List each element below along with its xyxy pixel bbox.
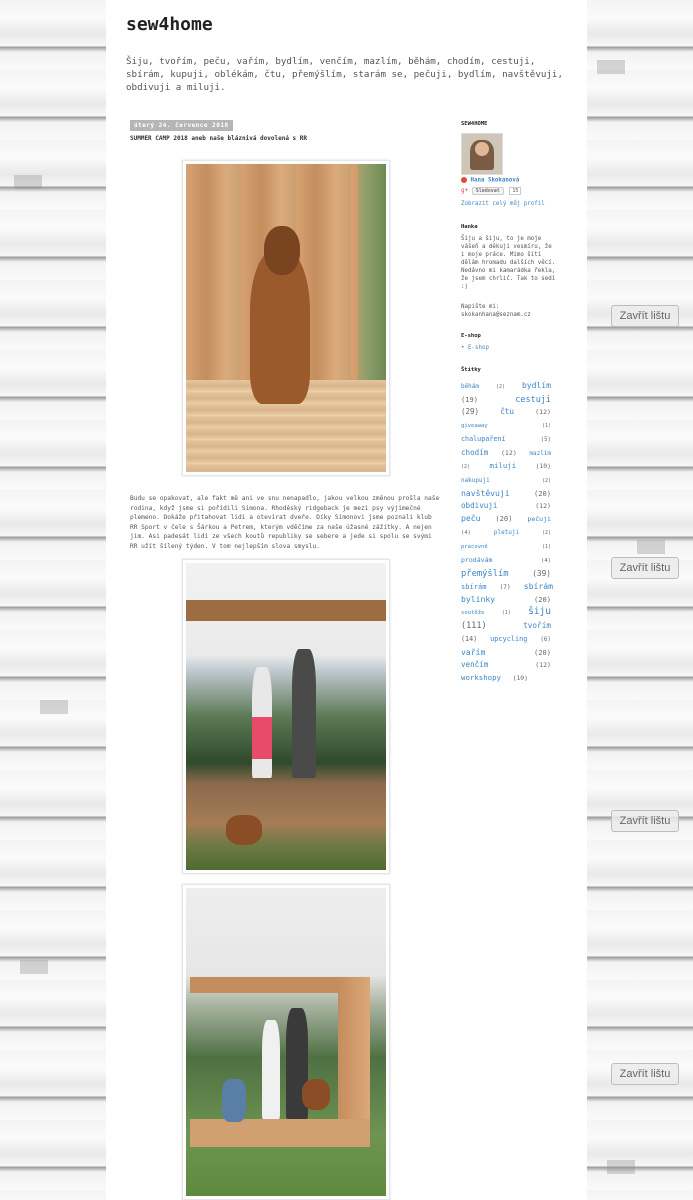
- bullet-icon: •: [461, 345, 465, 351]
- label-count: (20): [533, 595, 551, 604]
- label-link[interactable]: vařím: [461, 647, 486, 657]
- label-link[interactable]: pečuji: [527, 515, 551, 523]
- label-count: (12): [500, 449, 517, 457]
- post-date: úterý 24. července 2018: [130, 120, 233, 131]
- contact-text: Napište mi: skokanhana@seznam.cz: [461, 304, 531, 318]
- knot-decoration: [20, 960, 48, 974]
- google-plus-icon: [461, 177, 467, 183]
- label-count: (14): [461, 635, 478, 643]
- knot-decoration: [40, 700, 68, 714]
- avatar-face-shape: [475, 142, 489, 156]
- close-bar-button[interactable]: Zavřít lištu: [611, 557, 679, 579]
- eshop-heading: E-shop: [461, 333, 481, 339]
- gplus-follow-icon: g+: [461, 187, 469, 194]
- label-count: (20): [533, 489, 551, 498]
- blog-description: Šiju, tvořím, peču, vařím, bydlím, venčím, mazlím, běhám, chodím, cestuji, sbírám, kupuji, oblékám, čtu, přemýšlím, starám se, pečuji, bydlím, navštěvuji, obdivuji a miluji.: [126, 56, 563, 93]
- label-count: (12): [535, 661, 551, 669]
- label-count: (2): [461, 464, 471, 470]
- label-count: (1): [501, 610, 511, 616]
- close-bar-button[interactable]: Zavřít lištu: [611, 810, 679, 832]
- wooden-beam-shape: [186, 600, 386, 621]
- label-count: (29): [461, 407, 479, 416]
- dog-head-shape: [264, 226, 300, 275]
- label-link[interactable]: venčím: [461, 660, 489, 669]
- label-link[interactable]: navštěvuji: [461, 488, 510, 498]
- label-link[interactable]: pracovně: [461, 544, 488, 550]
- label-count: (2): [541, 530, 551, 536]
- eshop-list: [461, 345, 556, 351]
- skirt-shape: [252, 717, 272, 760]
- label-count: (2): [541, 478, 551, 484]
- dog-shape: [302, 1079, 330, 1110]
- label-link[interactable]: přemýšlím: [461, 569, 509, 579]
- label-count: (12): [535, 408, 551, 416]
- label-link[interactable]: šiju: [528, 606, 551, 617]
- label-count: (4): [461, 530, 471, 536]
- label-link[interactable]: soutěže: [461, 610, 485, 616]
- close-bar-button[interactable]: Zavřít lištu: [611, 305, 679, 327]
- label-link[interactable]: čtu: [500, 407, 514, 416]
- profile-heading: SEW4HOME: [461, 121, 488, 127]
- label-count: (7): [499, 584, 511, 591]
- profile-avatar[interactable]: [461, 133, 503, 175]
- label-link[interactable]: prodávám: [461, 556, 493, 564]
- label-link[interactable]: běhám: [461, 383, 479, 390]
- blog-main-column: [106, 0, 587, 1200]
- labels-cloud: [461, 378, 553, 683]
- frame-floor-shape: [190, 1119, 370, 1147]
- wood-background-right: [587, 0, 693, 1200]
- post-photo-dog[interactable]: [182, 160, 390, 476]
- dog-photo-image: [186, 164, 386, 472]
- post-photo-couple[interactable]: [182, 559, 390, 874]
- label-count: (1): [541, 423, 551, 429]
- label-count: (5): [540, 437, 551, 443]
- knot-decoration: [607, 1160, 635, 1174]
- label-count: (4): [541, 558, 551, 564]
- post-photo-family[interactable]: [182, 884, 390, 1200]
- child-shape: [222, 1079, 246, 1122]
- label-link[interactable]: obdivuji: [461, 501, 498, 510]
- label-count: (111): [461, 621, 487, 631]
- wood-background-left: [0, 0, 106, 1200]
- follower-count: 15: [509, 187, 521, 195]
- close-bar-button[interactable]: Zavřít lištu: [611, 1063, 679, 1085]
- family-photo-image: [186, 888, 386, 1196]
- dog-shape: [226, 815, 262, 846]
- label-link[interactable]: tvořím: [523, 621, 551, 630]
- label-count: (39): [532, 569, 551, 578]
- label-count: (1): [541, 544, 551, 550]
- follow-row: [461, 187, 556, 195]
- labels-heading: Štítky: [461, 367, 481, 373]
- label-count: (19): [461, 395, 478, 404]
- label-link[interactable]: sbírám: [461, 582, 487, 591]
- label-link[interactable]: upcycling: [490, 635, 528, 643]
- post-title[interactable]: SUMMER CAMP 2018 aneb naše bláznivá dovolená s RR: [130, 135, 308, 142]
- label-count: (2): [495, 384, 505, 390]
- view-profile-link[interactable]: Zobrazit celý můj profil: [461, 201, 545, 207]
- about-heading: Hanka: [461, 224, 478, 230]
- couple-photo-image: [186, 563, 386, 870]
- label-link[interactable]: miluji: [489, 461, 517, 470]
- label-link[interactable]: mazlím: [529, 450, 551, 457]
- label-link[interactable]: nakupuji: [461, 477, 490, 484]
- label-link[interactable]: sbírám bylinky: [461, 581, 553, 604]
- knot-decoration: [597, 60, 625, 74]
- label-link[interactable]: pletuji: [493, 529, 520, 536]
- label-count: (20): [533, 648, 551, 657]
- label-count: (6): [540, 637, 551, 643]
- label-link[interactable]: workshopy: [461, 673, 501, 682]
- label-count: (12): [535, 502, 551, 510]
- about-text: Šiju a šiju, to je moje vášeň a děkuji vesmíru, že i moje práce. Mimo šití dělám hromadu dalších věcí. Nedávno mi kamarádka řekla, že jsem chrlič. Tak to sedí :): [461, 236, 556, 290]
- knot-decoration: [637, 540, 665, 554]
- post-body-text: Budu se opakovat, ale fakt mě ani ve snu nenapadlo, jakou velkou změnou prošla naše rodina, když jsme si pořídili Simona. Rhodéský ridgeback je mezi psy výjimečné plemeno. Dokáže přitahovat lidi a otevírat dveře. Díky Simonovi jsme poznali klub RR Sport v čele s Šárkou a Petrem, kterým vděčíme za naše úžasné zážitky. A nejen jim. Asi padesát lidí ze všech koutů republiky se sebere a jede si spolu se svými RR užít šílený týden. V tom nejlepším slova smyslu.: [130, 495, 440, 550]
- eshop-link[interactable]: E-shop: [468, 345, 489, 351]
- label-link[interactable]: chodím: [461, 448, 489, 457]
- blog-title[interactable]: sew4home: [126, 14, 213, 35]
- person-shape: [262, 1020, 280, 1119]
- knot-decoration: [14, 175, 42, 189]
- profile-name-link[interactable]: Hana Skokanová: [470, 177, 520, 184]
- label-count: (20): [495, 514, 513, 523]
- label-link[interactable]: cestuji: [515, 394, 551, 404]
- label-link[interactable]: giveaway: [461, 423, 488, 429]
- person-shape: [292, 649, 316, 778]
- follow-button[interactable]: Sledovat: [472, 187, 504, 195]
- label-link[interactable]: chalupaření: [461, 435, 506, 443]
- label-count: (10): [512, 674, 528, 682]
- label-link[interactable]: bydlím: [521, 381, 551, 390]
- label-link[interactable]: peču: [461, 513, 481, 523]
- label-count: (10): [535, 462, 551, 470]
- profile-name-row: [461, 177, 556, 184]
